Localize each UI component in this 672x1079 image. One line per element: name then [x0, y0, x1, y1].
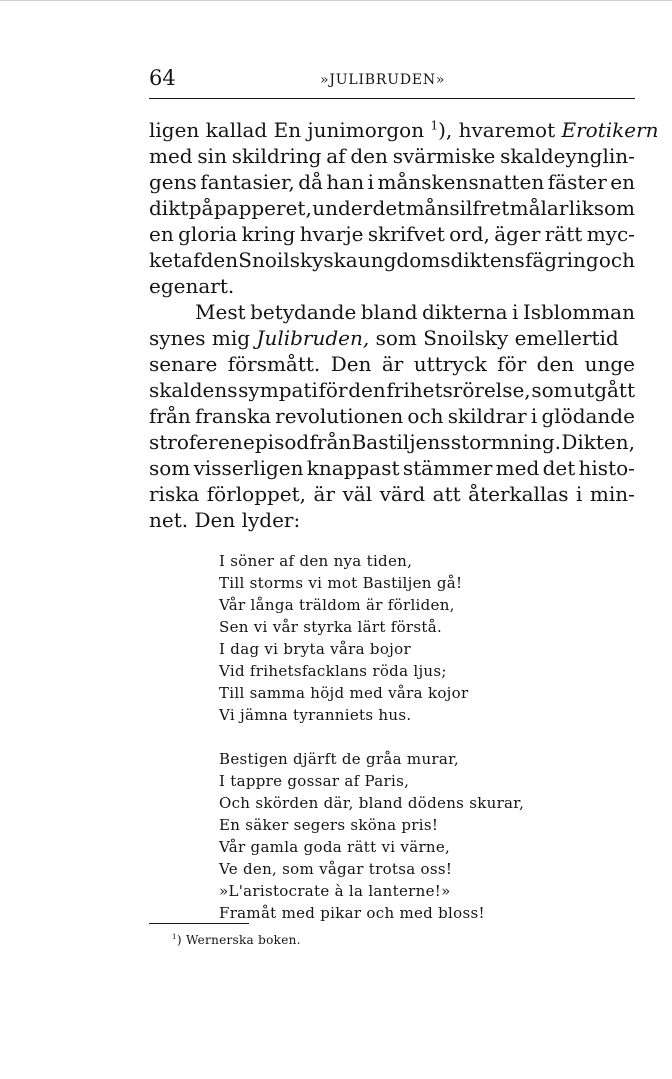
emphasis-julibruden: Julibruden,	[256, 326, 370, 350]
word: fantasier,	[200, 170, 295, 194]
header-rule	[149, 98, 635, 99]
word: stämmer	[402, 456, 493, 480]
word: revolutionen	[275, 404, 404, 428]
word: ket	[149, 248, 181, 272]
word: strofer	[149, 430, 218, 454]
word: från	[309, 430, 352, 454]
poem-line: En säker segers sköna pris!	[219, 816, 439, 834]
word: riska	[149, 482, 200, 506]
poem-line: Sen vi vår styrka lärt förstå.	[219, 618, 443, 636]
poem-line: Framåt med pikar och med bloss!	[219, 904, 485, 922]
word: Bastiljens	[351, 430, 451, 454]
body-line-text: ligen kallad En junimorgon $^1$), hvaremot Erotikern	[149, 118, 659, 142]
word: svärmiske	[392, 144, 496, 168]
word: månskensnatten	[377, 170, 545, 194]
word: värd	[379, 482, 426, 506]
word: skaldeynglin-	[500, 144, 635, 168]
word: dikt	[149, 196, 189, 220]
word: med	[149, 144, 193, 168]
word: dikterna	[421, 300, 508, 324]
word: senare	[149, 352, 218, 376]
word: den	[348, 378, 386, 402]
word: Isblomman	[522, 300, 635, 324]
poem-line: Och skörden där, bland dödens skurar,	[219, 794, 525, 812]
poem-line: »L'aristocrate à la lanterne!»	[219, 882, 451, 900]
poem-line: Vid frihetsfacklans röda ljus;	[219, 662, 447, 680]
footnote-marker: 1	[172, 932, 177, 941]
word: kring	[241, 222, 296, 246]
poem-stanza-2	[219, 748, 524, 924]
word: och	[407, 404, 444, 428]
emphasis-erotikern: Erotikern	[561, 118, 659, 142]
word: ord,	[449, 222, 490, 246]
word: franska	[194, 404, 272, 428]
word: uttryck	[413, 352, 487, 376]
word: skildrar	[447, 404, 527, 428]
word: är	[381, 352, 404, 376]
word: gens	[149, 170, 197, 194]
word: den	[536, 352, 575, 376]
word: papperet,	[213, 196, 312, 220]
body-line	[149, 143, 635, 169]
word: som	[531, 378, 573, 402]
word: stormning.	[450, 430, 562, 454]
word: episod	[243, 430, 310, 454]
word: Dikten,	[561, 430, 635, 454]
word: i	[367, 170, 375, 194]
word: från	[149, 404, 191, 428]
poem-line: I söner af den nya tiden,	[219, 552, 413, 570]
word: Snoilskyska	[238, 248, 358, 272]
body-text	[149, 117, 659, 533]
word: fäster	[547, 170, 607, 194]
word: rätt	[544, 222, 583, 246]
footnote-rule	[149, 923, 249, 924]
word: han	[326, 170, 365, 194]
word: under	[312, 196, 373, 220]
word: myc-	[586, 222, 635, 246]
word: äger	[494, 222, 541, 246]
body-line	[149, 325, 635, 351]
word: med	[495, 456, 540, 480]
word: för	[318, 378, 348, 402]
word: väl	[342, 482, 373, 506]
word: hvarje	[299, 222, 364, 246]
word: skrifvet	[367, 222, 445, 246]
word: sympati	[238, 378, 318, 402]
poem-line: Vi jämna tyranniets hus.	[219, 706, 412, 724]
word: att	[432, 482, 461, 506]
body-line	[149, 481, 635, 507]
word: knappast	[306, 456, 400, 480]
word: i	[511, 300, 519, 324]
word: glödande	[541, 404, 635, 428]
word: bland	[360, 300, 418, 324]
word: frihetsrörelse,	[386, 378, 531, 402]
word: en	[218, 430, 243, 454]
word: i	[530, 404, 538, 428]
word: unge	[584, 352, 635, 376]
running-title: »JULIBRUDEN»	[320, 72, 446, 88]
poem-line: I tappre gossar af Paris,	[219, 772, 410, 790]
body-line	[149, 351, 635, 377]
footnote-reference: 1	[430, 118, 439, 133]
word: gloria	[178, 222, 238, 246]
page-number: 64	[149, 66, 176, 90]
body-line	[149, 299, 635, 325]
body-line	[149, 247, 635, 273]
word: den	[350, 144, 388, 168]
poem-line: Vår långa träldom är förliden,	[219, 596, 455, 614]
word: i	[576, 482, 583, 506]
word: månsilfret	[405, 196, 510, 220]
word: då	[298, 170, 323, 194]
body-line	[149, 403, 635, 429]
poem-stanza-1	[219, 550, 468, 726]
word: den	[200, 248, 239, 272]
word: utgått	[573, 378, 635, 402]
word: en	[149, 222, 174, 246]
word: förloppet,	[206, 482, 307, 506]
body-line: egenart.	[149, 274, 235, 298]
body-line-text: synes mig Julibruden, som Snoilsky emellertid	[149, 326, 619, 350]
poem-line: I dag vi bryta våra bojor	[219, 640, 411, 658]
body-line	[149, 169, 635, 195]
word: skaldens	[149, 378, 238, 402]
word: Den	[330, 352, 372, 376]
word: som	[149, 456, 191, 480]
word: Mest	[195, 300, 246, 324]
word: liksom	[568, 196, 635, 220]
footnote-text: ) Wernerska boken.	[176, 933, 301, 947]
word: af	[181, 248, 201, 272]
word: försmått.	[227, 352, 321, 376]
word: sin	[197, 144, 227, 168]
word: ungdomsdiktens	[357, 248, 525, 272]
body-line	[149, 455, 635, 481]
word: är	[313, 482, 335, 506]
word: en	[610, 170, 635, 194]
body-line	[149, 221, 635, 247]
word: målar	[509, 196, 569, 220]
footnote	[172, 932, 301, 948]
word: visserligen	[193, 456, 304, 480]
word: betydande	[250, 300, 357, 324]
poem-line: Till storms vi mot Bastiljen gå!	[219, 574, 463, 592]
poem-line: Till samma höjd med våra kojor	[219, 684, 469, 702]
page-top-edge	[0, 0, 672, 1]
word: fägring	[524, 248, 599, 272]
body-line	[149, 195, 635, 221]
word: återkallas	[468, 482, 569, 506]
word: histo-	[578, 456, 635, 480]
poem-line: Ve den, som vågar trotsa oss!	[219, 860, 453, 878]
word: af	[326, 144, 346, 168]
word: min-	[589, 482, 635, 506]
body-line	[149, 429, 635, 455]
body-line	[149, 377, 635, 403]
word: skildring	[231, 144, 322, 168]
poem-line: Bestigen djärft de gråa murar,	[219, 750, 460, 768]
word: på	[188, 196, 214, 220]
word: det	[542, 456, 576, 480]
word: och	[598, 248, 635, 272]
poem-line: Vår gamla goda rätt vi värne,	[219, 838, 451, 856]
body-line	[149, 117, 659, 143]
word: det	[372, 196, 406, 220]
body-line: net. Den lyder:	[149, 508, 301, 532]
word: för	[497, 352, 527, 376]
